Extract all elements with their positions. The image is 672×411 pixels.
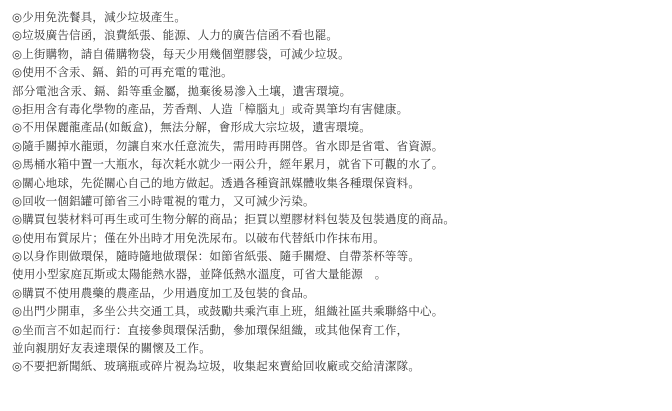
tip-line: ◎關心地球，先從關心自己的地方做起。透過各種資訊媒體收集各種環保資料。	[12, 175, 421, 190]
tip-line: ◎垃圾廣告信函，浪費紙張、能源、人力的廣告信函不看也罷。	[12, 28, 339, 43]
tip-line: ◎購買包裝材料可再生或可生物分解的商品；拒買以塑膠材料包裝及包裝過度的商品。	[12, 212, 456, 227]
tip-line: ◎隨手關掉水龍頭，勿讓自來水任意流失，需用時再開啓。省水即是省電、省資源。	[12, 138, 444, 153]
tip-line: ◎回收一個鋁罐可節省三小時電視的電力，又可減少污染。	[12, 193, 315, 208]
tip-line: ◎坐而言不如起而行：直接參與環保活動，參加環保組織，或其他保育工作，	[12, 322, 409, 337]
tip-line: 部分電池含汞、鎘、鉛等重金屬，拋棄後易滲入土壤，遺害環境。	[12, 83, 352, 98]
tip-line: ◎使用布質尿片；僅在外出時才用免洗尿布。以破布代替紙巾作抹布用。	[12, 230, 385, 245]
tip-line: ◎上街購物，請自備購物袋，每天少用幾個塑膠袋，可減少垃圾。	[12, 46, 350, 61]
tip-line: 並向親朋好友表達環保的關懷及工作。	[12, 341, 211, 356]
environmental-tips-list	[12, 8, 664, 376]
tip-line: ◎不要把新聞紙、玻璃瓶或碎片視為垃圾，收集起來賣給回收廠或交給清潔隊。	[12, 359, 421, 374]
tip-line: ◎拒用含有毒化學物的產品，芳香劑、人造「樟腦丸」或奇異筆均有害健康。	[12, 101, 409, 116]
tip-line: ◎出門少開車，多坐公共交通工具，或鼓勵共乘汽車上班，組織社區共乘聯絡中心。	[12, 304, 444, 319]
tip-line: ◎不用保麗龍產品(如飯盒)，無法分解，會形成大宗垃圾，遺害環境。	[12, 120, 371, 135]
tip-line: ◎使用不含汞、鎘、鉛的可再充電的電池。	[12, 65, 233, 80]
tip-line: ◎購買不使用農藥的農產品，少用過度加工及包裝的食品。	[12, 285, 315, 300]
tip-line: ◎少用免洗餐具，減少垃圾產生。	[12, 10, 187, 24]
tip-line: ◎馬桶水箱中置一大瓶水，每次耗水就少一兩公升，經年累月，就省下可觀的水了。	[12, 157, 444, 172]
tip-line: ◎以身作則做環保，隨時隨地做環保：如節省紙張、隨手關燈、自帶茶杯等等。	[12, 249, 421, 264]
tip-line: 使用小型家庭瓦斯或太陽能熱水器，並降低熱水溫度，可省大量能源 。	[12, 267, 387, 282]
